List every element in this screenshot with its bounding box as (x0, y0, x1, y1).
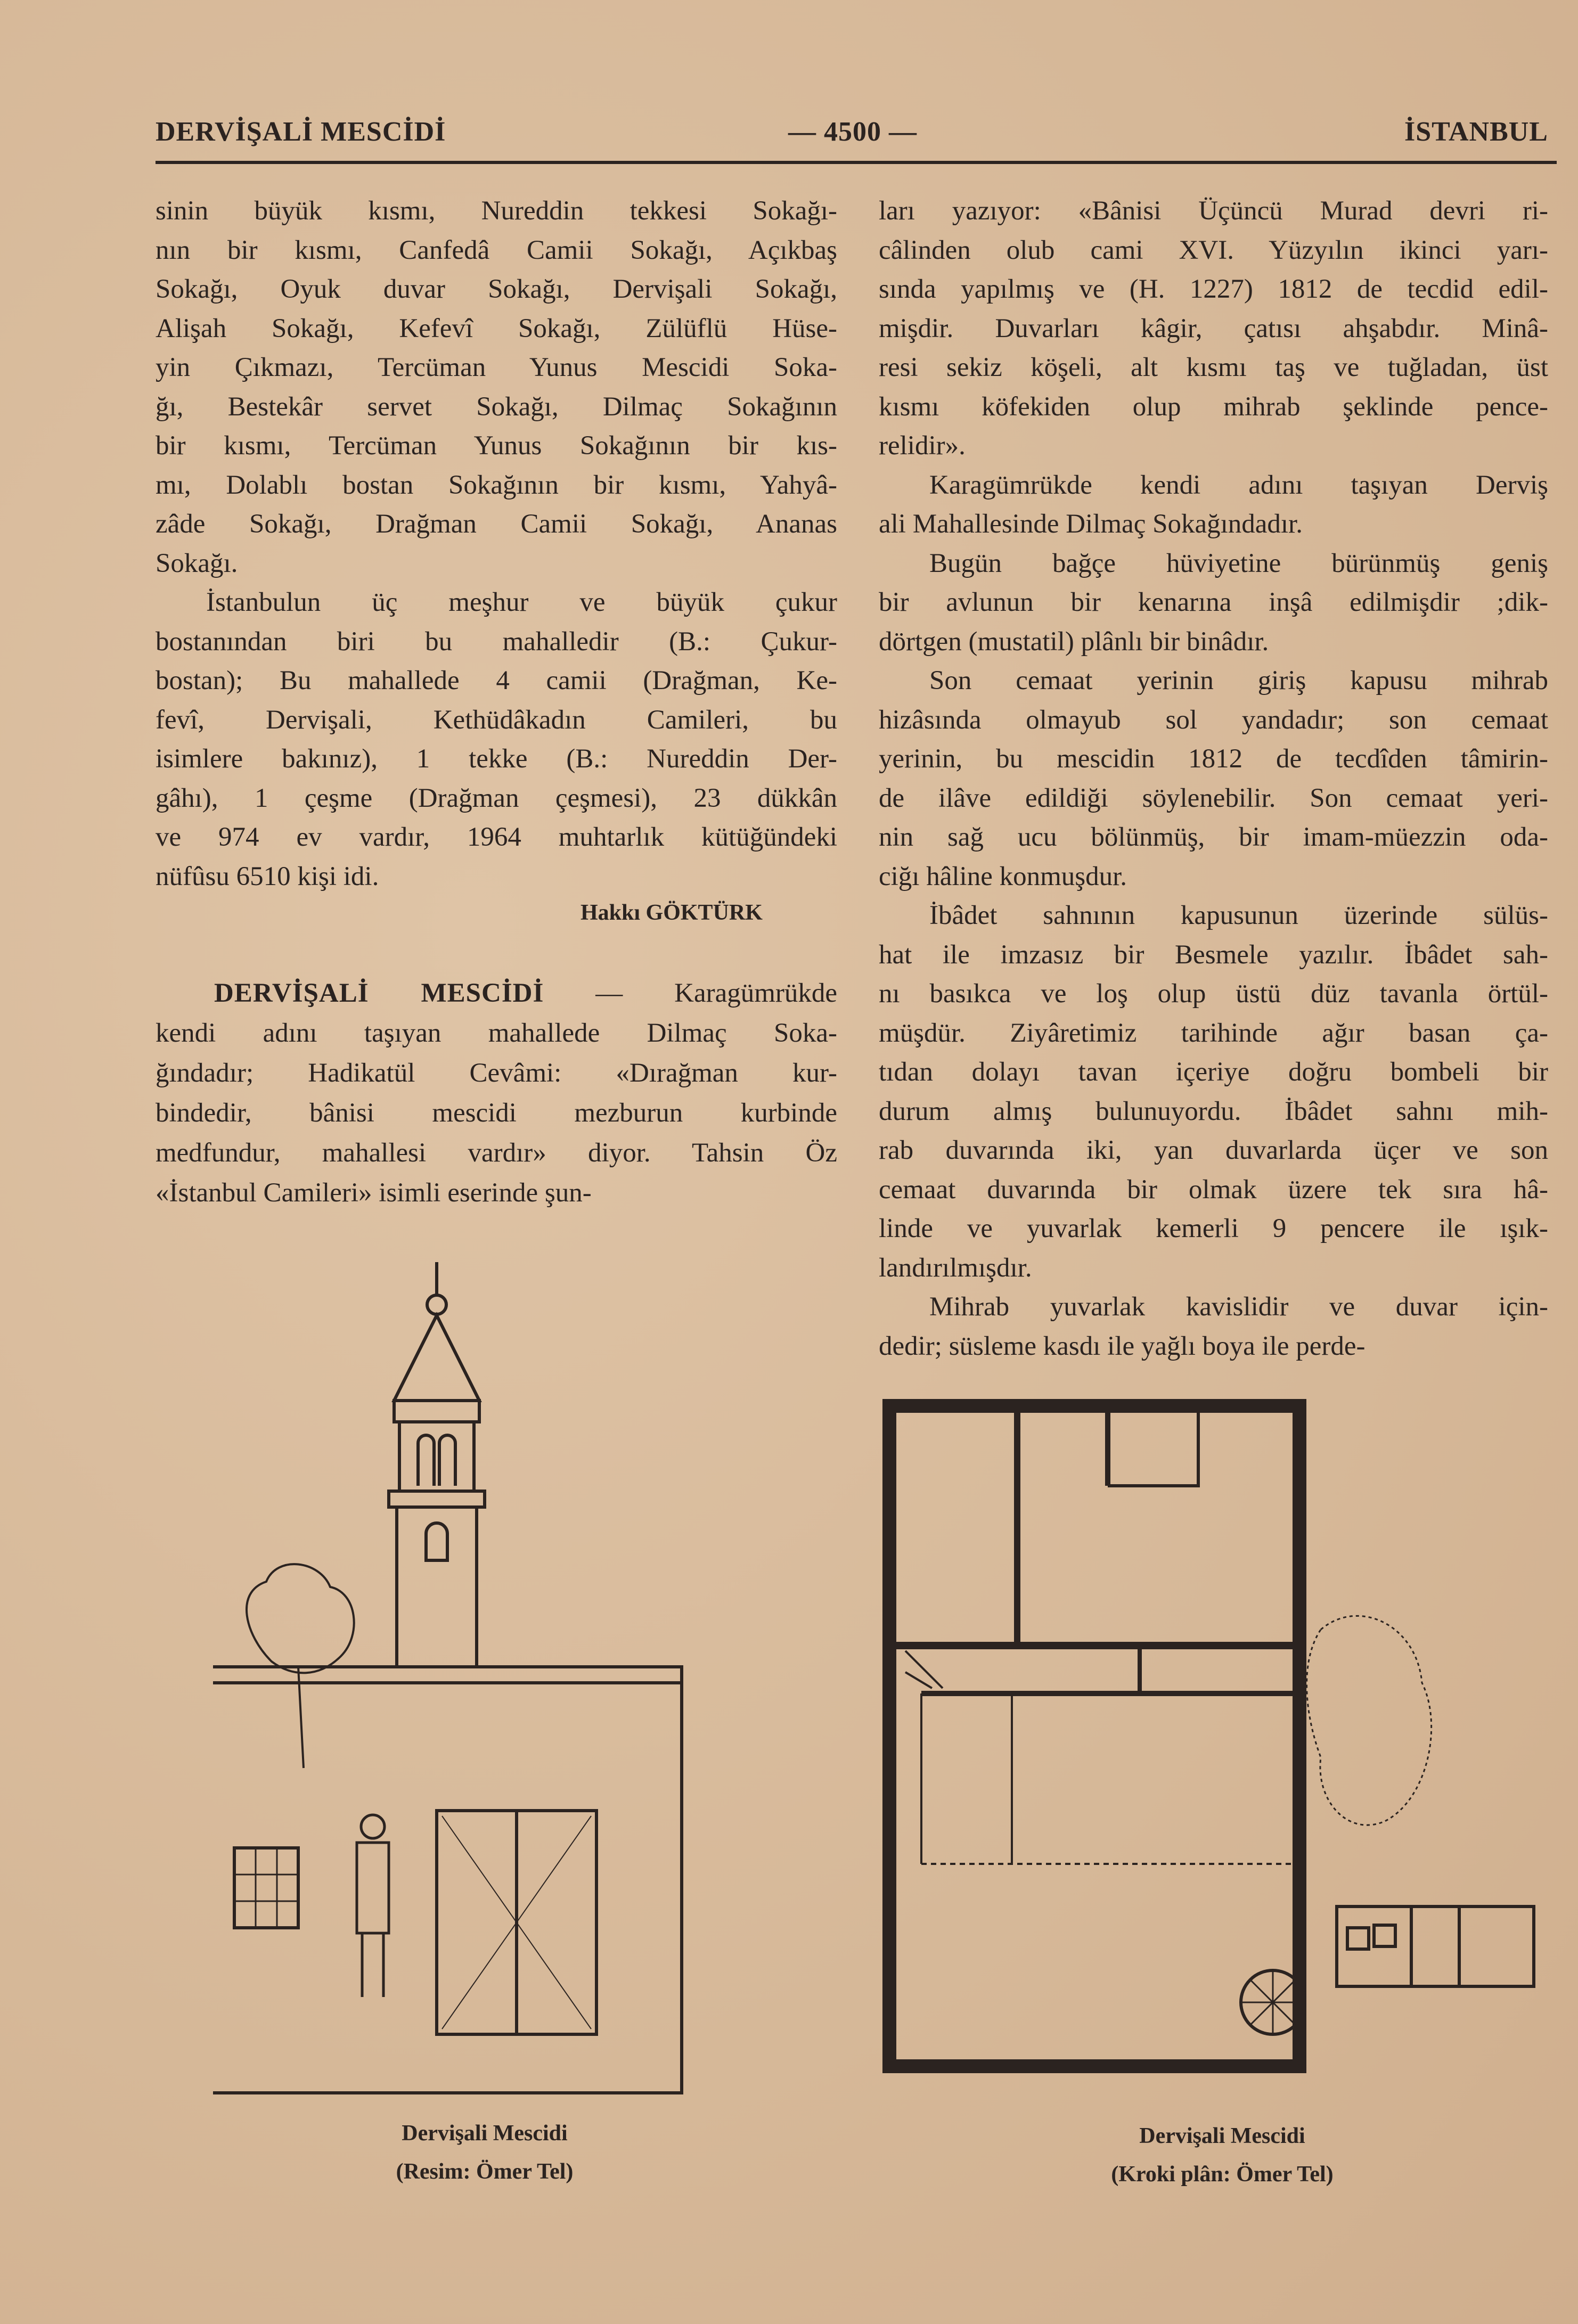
text-line: Karagümrükde kendi adını taşıyan Derviş (929, 470, 1548, 500)
text-line: câlinden olub cami XVI. Yüzyılın ikinci yarı- (879, 235, 1548, 265)
tree-canopy-mark (1307, 1616, 1432, 1825)
text-line: yin Çıkmazı, Tercüman Yunus Mescidi Soka- (156, 353, 837, 382)
building-wall-drawing (213, 1667, 682, 2093)
left-figure-caption (298, 2114, 671, 2191)
text-line: landırılmışdır. (879, 1253, 1032, 1283)
caption-credit: (Resim: Ömer Tel) (396, 2159, 574, 2184)
text-line: Bugün bağçe hüviyetine bürünmüş geniş (929, 548, 1548, 578)
text-line: bir avlunun bir kenarına inşâ edilmişdir ;dik- (879, 587, 1548, 617)
text-line: Sokağı, Oyuk duvar Sokağı, Dervişali Sokağı, (156, 274, 837, 304)
text-line: İstanbulun üç meşhur ve büyük çukur (206, 587, 837, 617)
floor-plan-sketch (879, 1395, 1544, 2088)
text-line: nın bir kısmı, Canfedâ Camii Sokağı, Açıkbaş (156, 235, 837, 265)
stairs-mark (905, 1651, 943, 1688)
text-line: ciğı hâline konmuşdur. (879, 861, 1127, 891)
spiral-stair-minaret (1241, 1970, 1305, 2034)
mosque-sketch-illustration (213, 1262, 831, 2109)
article-heading-rest: — Karagümrükde (595, 978, 837, 1008)
text-line: isimlere bakınız), 1 tekke (B.: Nureddin Der- (156, 744, 837, 774)
right-column-text (879, 192, 1548, 1366)
text-line: dörtgen (mustatil) plânlı bir binâdır. (879, 626, 1269, 657)
text-line: tıdan dolayı tavan içeriye doğru bombeli bir (879, 1057, 1548, 1087)
running-header-title: DERVİŞALİ MESCİDİ (156, 117, 446, 147)
text-line: Sokağı. (156, 548, 238, 578)
text-line: ve 974 ev vardır, 1964 muhtarlık kütüğündeki (156, 822, 837, 852)
caption-title: Dervişali Mescidi (1139, 2124, 1305, 2148)
text-line: fevî, Dervişali, Kethüdâkadın Camileri, bu (156, 705, 837, 735)
text-line: hizâsında olmayub sol yandadır; son cemaat (879, 705, 1548, 735)
text-line: ğı, Bestekâr servet Sokağı, Dilmaç Sokağının (156, 391, 837, 422)
text-line: bir kısmı, Tercüman Yunus Sokağının bir kıs- (156, 431, 837, 461)
text-line: gâhı), 1 çeşme (Drağman çeşmesi), 23 dükkân (156, 783, 837, 813)
article-body (156, 1013, 837, 1213)
article-dervisali-mescidi (156, 973, 837, 1213)
caption-title: Dervişali Mescidi (402, 2121, 568, 2146)
text-line: Alişah Sokağı, Kefevî Sokağı, Zülüflü Hüse- (156, 313, 837, 343)
text-line: Son cemaat yerinin giriş kapusu mihrab (929, 666, 1548, 695)
text-line: kendi adını taşıyan mahallede Dilmaç Soka- (156, 1018, 837, 1048)
text-line: linde ve yuvarlak kemerli 9 pencere ile ışık- (879, 1214, 1548, 1243)
text-line: dedir; süsleme kasdı ile yağlı boya ile perde- (879, 1331, 1366, 1361)
text-line: nin sağ ucu bölünmüş, bir imam-müezzin oda- (879, 822, 1548, 852)
author-signature: Hakkı GÖKTÜRK (580, 901, 763, 925)
text-line: de ilâve edildiği söylenebilir. Son cemaat yeri- (879, 783, 1548, 813)
text-line: «İstanbul Camileri» isimli eserinde şun- (156, 1178, 592, 1208)
text-line: ali Mahallesinde Dilmaç Sokağındadır. (879, 509, 1303, 539)
annex-plan (1337, 1906, 1534, 1986)
article-title: DERVİŞALİ MESCİDİ (214, 978, 544, 1008)
minaret-drawing (389, 1262, 485, 1667)
text-line: durum almış bulunuyordu. İbâdet sahnı mih- (879, 1096, 1548, 1126)
caption-credit: (Kroki plân: Ömer Tel) (1111, 2162, 1334, 2187)
header-rule (156, 161, 1557, 164)
text-line: İbâdet sahnının kapusunun üzerinde sülüs- (929, 901, 1548, 930)
text-line: cemaat duvarında bir olmak üzere tek sıra hâ- (879, 1174, 1548, 1205)
text-line: resi sekiz köşeli, alt kısmı taş ve tuğladan, üst (879, 353, 1548, 382)
text-line: nüfûsu 6510 kişi idi. (156, 861, 379, 891)
text-line: müşdür. Ziyâretimiz tarihinde ağır basan ça- (879, 1018, 1548, 1048)
text-line: ları yazıyor: «Bânisi Üçüncü Murad devri ri- (879, 196, 1548, 226)
text-line: bindedir, bânisi mescidi mezburun kurbinde (156, 1098, 837, 1128)
text-line: sinin büyük kısmı, Nureddin tekkesi Sokağı- (156, 196, 837, 226)
text-line: hat ile imzasız bir Besmele yazılır. İbâdet sah- (879, 939, 1548, 970)
text-line: Mihrab yuvarlak kavislidir ve duvar için- (929, 1292, 1548, 1322)
text-line: sında yapılmış ve (H. 1227) 1812 de tecdid edil- (879, 274, 1548, 304)
person-figure (357, 1815, 389, 1997)
article-heading-line (156, 973, 837, 1013)
left-column-text (156, 192, 837, 896)
text-line: bostanından biri bu mahalledir (B.: Çukur- (156, 626, 837, 657)
page-number: — 4500 — (788, 117, 917, 147)
text-line: medfundur, mahallesi vardır» diyor. Tahsin Öz (156, 1138, 837, 1168)
text-line: relidir». (879, 431, 966, 461)
text-line: zâde Sokağı, Drağman Camii Sokağı, Ananas (156, 509, 837, 539)
main-plan-outline (889, 1406, 1299, 2066)
text-line: kısmı köfekiden olup mihrab şeklinde pence- (879, 391, 1548, 422)
text-line: mı, Dolablı bostan Sokağının bir kısmı, Yahyâ- (156, 470, 837, 500)
text-line: bostan); Bu mahallede 4 camii (Drağman, Ke- (156, 666, 837, 695)
text-line: rab duvarında iki, yan duvarlarda üçer ve son (879, 1135, 1548, 1165)
text-line: yerinin, bu mescidin 1812 de tecdîden tâmirin- (879, 744, 1548, 774)
text-line: nı basıkca ve loş olup üstü düz tavanla örtül- (879, 979, 1548, 1009)
right-figure-caption (1023, 2117, 1422, 2194)
text-line: ğındadır; Hadikatül Cevâmi: «Dırağman kur- (156, 1058, 837, 1088)
running-header-section: İSTANBUL (1404, 117, 1548, 147)
text-line: mişdir. Duvarları kâgir, çatısı ahşabdır. Minâ- (879, 313, 1548, 343)
